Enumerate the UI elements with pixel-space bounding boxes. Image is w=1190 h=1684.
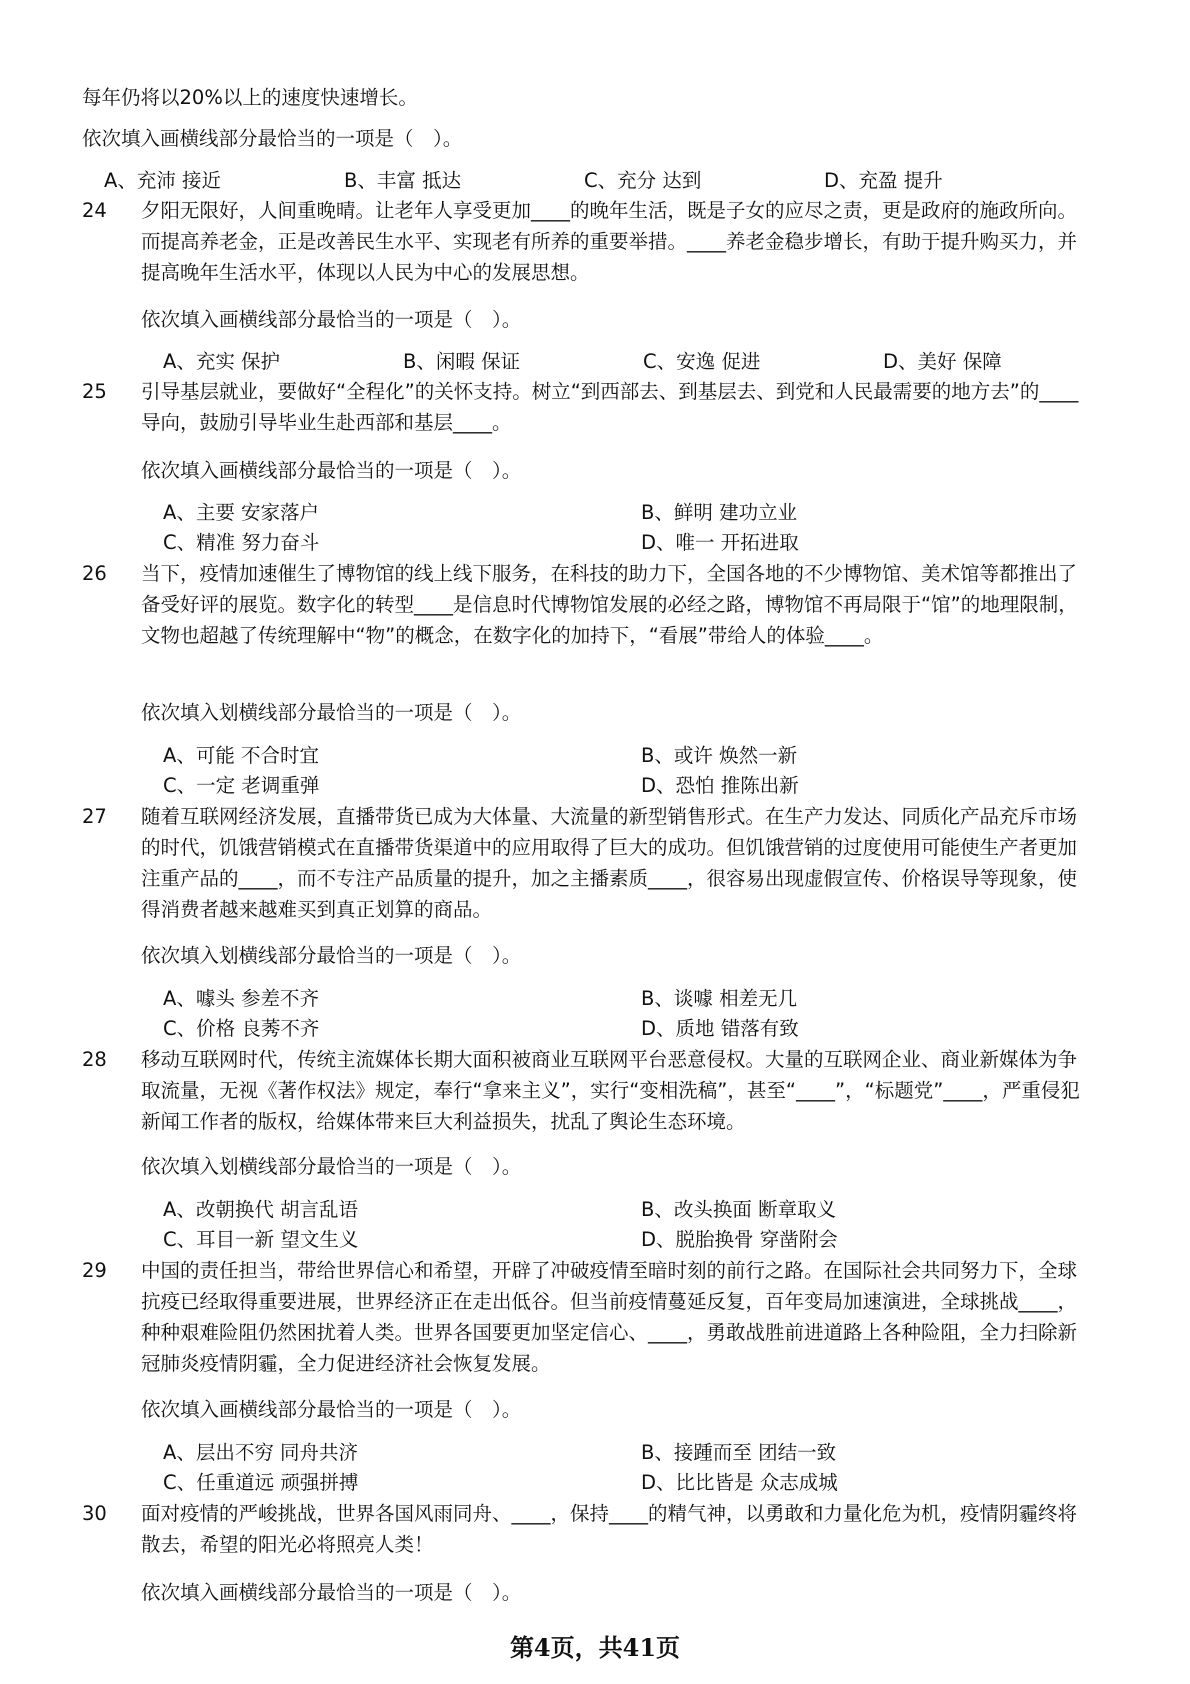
option-b: B、丰富 抵达: [344, 169, 462, 192]
question-number: 24: [82, 199, 107, 222]
question-prompt: 依次填入画横线部分最恰当的一项是（ ）。: [141, 308, 522, 331]
page-footer: 第4页，共41页: [509, 1633, 681, 1662]
option-c: C、一定 老调重弹: [163, 774, 320, 797]
option-c: C、充分 达到: [584, 169, 702, 192]
option-a: A、改朝换代 胡言乱语: [163, 1198, 359, 1221]
option-a: A、噱头 参差不齐: [163, 987, 320, 1010]
continued-text: 每年仍将以20%以上的速度快速增长。: [82, 86, 418, 109]
options-row: [163, 1467, 1083, 1498]
question-number: 26: [82, 562, 107, 585]
question-text: 引导基层就业，要做好“全程化”的关怀支持。树立“到西部去、到基层去、到党和人民最需要的地方去”的____导向，鼓励引导毕业生赴西部和基层____。: [141, 380, 1079, 434]
option-a: A、充沛 接近: [104, 169, 222, 192]
options-row: [163, 740, 1083, 771]
option-c: C、耳目一新 望文生义: [163, 1228, 359, 1251]
option-d: D、比比皆是 众志成城: [641, 1471, 838, 1494]
question-prompt: 依次填入划横线部分最恰当的一项是（ ）。: [141, 701, 522, 724]
option-d: D、美好 保障: [883, 350, 1002, 373]
options-row: [163, 1013, 1083, 1044]
question-prompt: 依次填入画横线部分最恰当的一项是（ ）。: [141, 1398, 522, 1421]
option-d: D、恐怕 推陈出新: [641, 774, 799, 797]
question-number: 27: [82, 805, 107, 828]
option-c: C、安逸 促进: [643, 350, 761, 373]
option-b: B、改头换面 断章取义: [641, 1198, 837, 1221]
question-text: 移动互联网时代，传统主流媒体长期大面积被商业互联网平台恶意侵权。大量的互联网企业、商业新媒体为争取流量，无视《著作权法》规定，奉行“拿来主义”，实行“变相洗稿”，甚至“____”，“标题党”____，严重侵犯新闻工作者的版权，给媒体带来巨大利益损失，扰乱了舆论生态环境。: [141, 1048, 1080, 1133]
question-number: 29: [82, 1259, 107, 1282]
question-text: 当下，疫情加速催生了博物馆的线上线下服务，在科技的助力下，全国各地的不少博物馆、美术馆等都推出了备受好评的展览。数字化的转型____是信息时代博物馆发展的必经之路，博物馆不再局限于“馆”的地理限制，文物也超越了传统理解中“物”的概念，在数字化的加持下，“看展”带给人的体验____。: [141, 562, 1078, 647]
options-row: [163, 346, 1083, 377]
option-b: B、或许 焕然一新: [641, 744, 798, 767]
question-text: 中国的责任担当，带给世界信心和希望，开辟了冲破疫情至暗时刻的前行之路。在国际社会共同努力下，全球抗疫已经取得重要进展，世界经济正在走出低谷。但当前疫情蔓延反复，百年变局加速演进，全球挑战____，种种艰难险阻仍然困扰着人类。世界各国要更加坚定信心、____，勇敢战胜前进道路上各种险阻，全力扫除新冠肺炎疫情阴霾，全力促进经济社会恢复发展。: [141, 1259, 1078, 1375]
option-a: A、主要 安家落户: [163, 501, 320, 524]
question-text: 夕阳无限好，人间重晚晴。让老年人享受更加____的晚年生活，既是子女的应尽之责，更是政府的施政所向。而提高养老金，正是改善民生水平、实现老有所养的重要举措。____养老金稳步增长，有助于提升购买力，并提高晚年生活水平，体现以人民为中心的发展思想。: [141, 199, 1078, 284]
option-b: B、鲜明 建功立业: [641, 501, 798, 524]
option-a: A、充实 保护: [163, 350, 281, 373]
question-text: 面对疫情的严峻挑战，世界各国风雨同舟、____，保持____的精气神，以勇敢和力量化危为机，疫情阴霾终将散去，希望的阳光必将照亮人类！: [141, 1502, 1078, 1556]
options-row: [163, 770, 1083, 801]
options-row: [163, 1194, 1083, 1225]
option-b: B、接踵而至 团结一致: [641, 1441, 837, 1464]
question-prompt: 依次填入划横线部分最恰当的一项是（ ）。: [141, 1155, 522, 1178]
option-d: D、唯一 开拓进取: [641, 531, 799, 554]
question-prompt: 依次填入画横线部分最恰当的一项是（ ）。: [141, 1581, 522, 1604]
option-a: A、可能 不合时宜: [163, 744, 320, 767]
question-number: 28: [82, 1048, 107, 1071]
option-c: C、任重道远 顽强拼搏: [163, 1471, 359, 1494]
option-d: D、充盈 提升: [824, 169, 943, 192]
option-b: B、闲暇 保证: [403, 350, 521, 373]
question-number: 30: [82, 1502, 107, 1525]
option-a: A、层出不穷 同舟共济: [163, 1441, 359, 1464]
options-row: [163, 1224, 1083, 1255]
options-row: [163, 497, 1083, 528]
option-d: D、质地 错落有致: [641, 1017, 799, 1040]
option-c: C、价格 良莠不齐: [163, 1017, 320, 1040]
question-prompt: 依次填入画横线部分最恰当的一项是（ ）。: [141, 459, 522, 482]
options-row: [163, 983, 1083, 1014]
question-text: 随着互联网经济发展，直播带货已成为大体量、大流量的新型销售形式。在生产力发达、同质化产品充斥市场的时代，饥饿营销模式在直播带货渠道中的应用取得了巨大的成功。但饥饿营销的过度使用可能使生产者更加注重产品的____，而不专注产品质量的提升，加之主播素质____，很容易出现虚假宣传、价格误导等现象，使得消费者越来越难买到真正划算的商品。: [141, 805, 1078, 921]
options-row: [104, 165, 1064, 196]
question-number: 25: [82, 380, 107, 403]
option-c: C、精准 努力奋斗: [163, 531, 320, 554]
options-row: [163, 527, 1083, 558]
question-prompt: 依次填入画横线部分最恰当的一项是（ ）。: [82, 127, 463, 150]
option-d: D、脱胎换骨 穿凿附会: [641, 1228, 838, 1251]
options-row: [163, 1437, 1083, 1468]
question-prompt: 依次填入划横线部分最恰当的一项是（ ）。: [141, 944, 522, 967]
option-b: B、谈噱 相差无几: [641, 987, 798, 1010]
